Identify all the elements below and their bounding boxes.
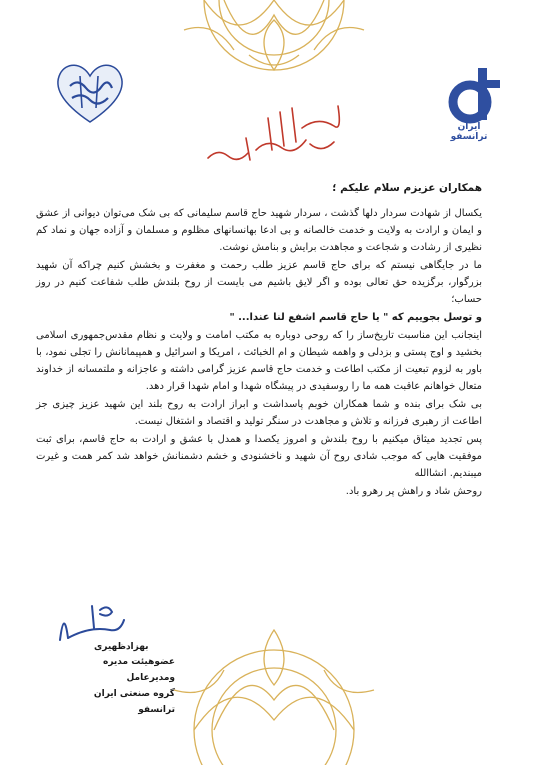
salutation: همکاران عزیزم سلام علیکم ؛: [332, 182, 482, 194]
signatory-title-line-1: عضوهیئت مدیره ومدیرعامل: [103, 657, 175, 683]
decorative-ornament-top: [154, 0, 394, 80]
closing-line: روحش شاد و راهش پر رهرو باد.: [345, 486, 482, 497]
decorative-ornament-bottom: [154, 610, 394, 765]
tawassul-line: و توسل بجوییم که " یا حاج قاسم اشفع لنا عندا... ": [229, 312, 482, 323]
company-logo-text: ایران ترانسفو: [450, 122, 488, 142]
paragraph: یکسال از شهادت سردار دلها گذشت ، سردار شهید حاج قاسم سلیمانی که بی شک می‌توان دیوانی از عشق و ایمان و ارادت به ولایت و خدمت خالصانه و بی ادعا بهانسانهای مظلوم و مسلمان و آزاده جهان و نماد کم نظیری از رشادت و شجاعت و مجاهدت برایش و بنامش نوشت.: [36, 208, 482, 253]
paragraph: پس تجدید میثاق میکنیم با روح بلندش و امروز یکصدا و همدل با عشق و ارادت به حاج قاسم، برای ثبت موفقیت هایی که موجب شادی روح آن شهید و ناخشنودی و خشم دشمنانش خواهد شد کمر همت و غیرت میبندیم. انشاالله: [36, 434, 482, 479]
paragraph: اینجانب این مناسبت تاریخ‌ساز را که روحی دوباره به مکتب امامت و ولایت و نظام مقدس‌جمهوری اسلامی بخشید و اوج پستی و بزدلی و واهمه شیطان و ام الخبائث ، امریکا و اسرائیل و همپیمانانش را تجلی نمود، با باور به لزوم تبعیت از مکتب اطاعت و خدمت حاج قاسم عزیز گرامی داشته و عاجزانه و ملتمسانه از خداوند متعال خواهانم عاقبت همه ما را روسفیدی در پیشگاه شهدا و امام شهدا قرار دهد.: [36, 330, 482, 392]
handwritten-signature: [50, 600, 140, 648]
paragraph: بی شک برای بنده و شما همکاران خوبم پاسداشت و ابراز ارادت به روح بلند این شهید عزیز چیزی جز اطاعت از رهبری فرزانه و تلاش و مجاهدت در سنگر تولید و اقتصاد و اشتغال نیست.: [36, 399, 482, 427]
signatory-name: بهزادظهیری: [94, 642, 149, 652]
heart-seal-icon: [52, 58, 128, 126]
bismillah-calligraphy: [198, 98, 348, 170]
letter-body: [36, 180, 482, 501]
signatory-title-line-2: گروه صنعتی ایران ترانسفو: [93, 689, 175, 715]
paragraph: ما در جایگاهی نیستم که برای حاج قاسم عزیز طلب رحمت و مغفرت و بخشش کنیم چراکه آن شهید بزرگوار، برگزیده حق تعالی بوده و اگر لایق باشیم می بایست از روح بلندش طلب شفاعت کنیم در روز حساب؛: [36, 260, 482, 305]
